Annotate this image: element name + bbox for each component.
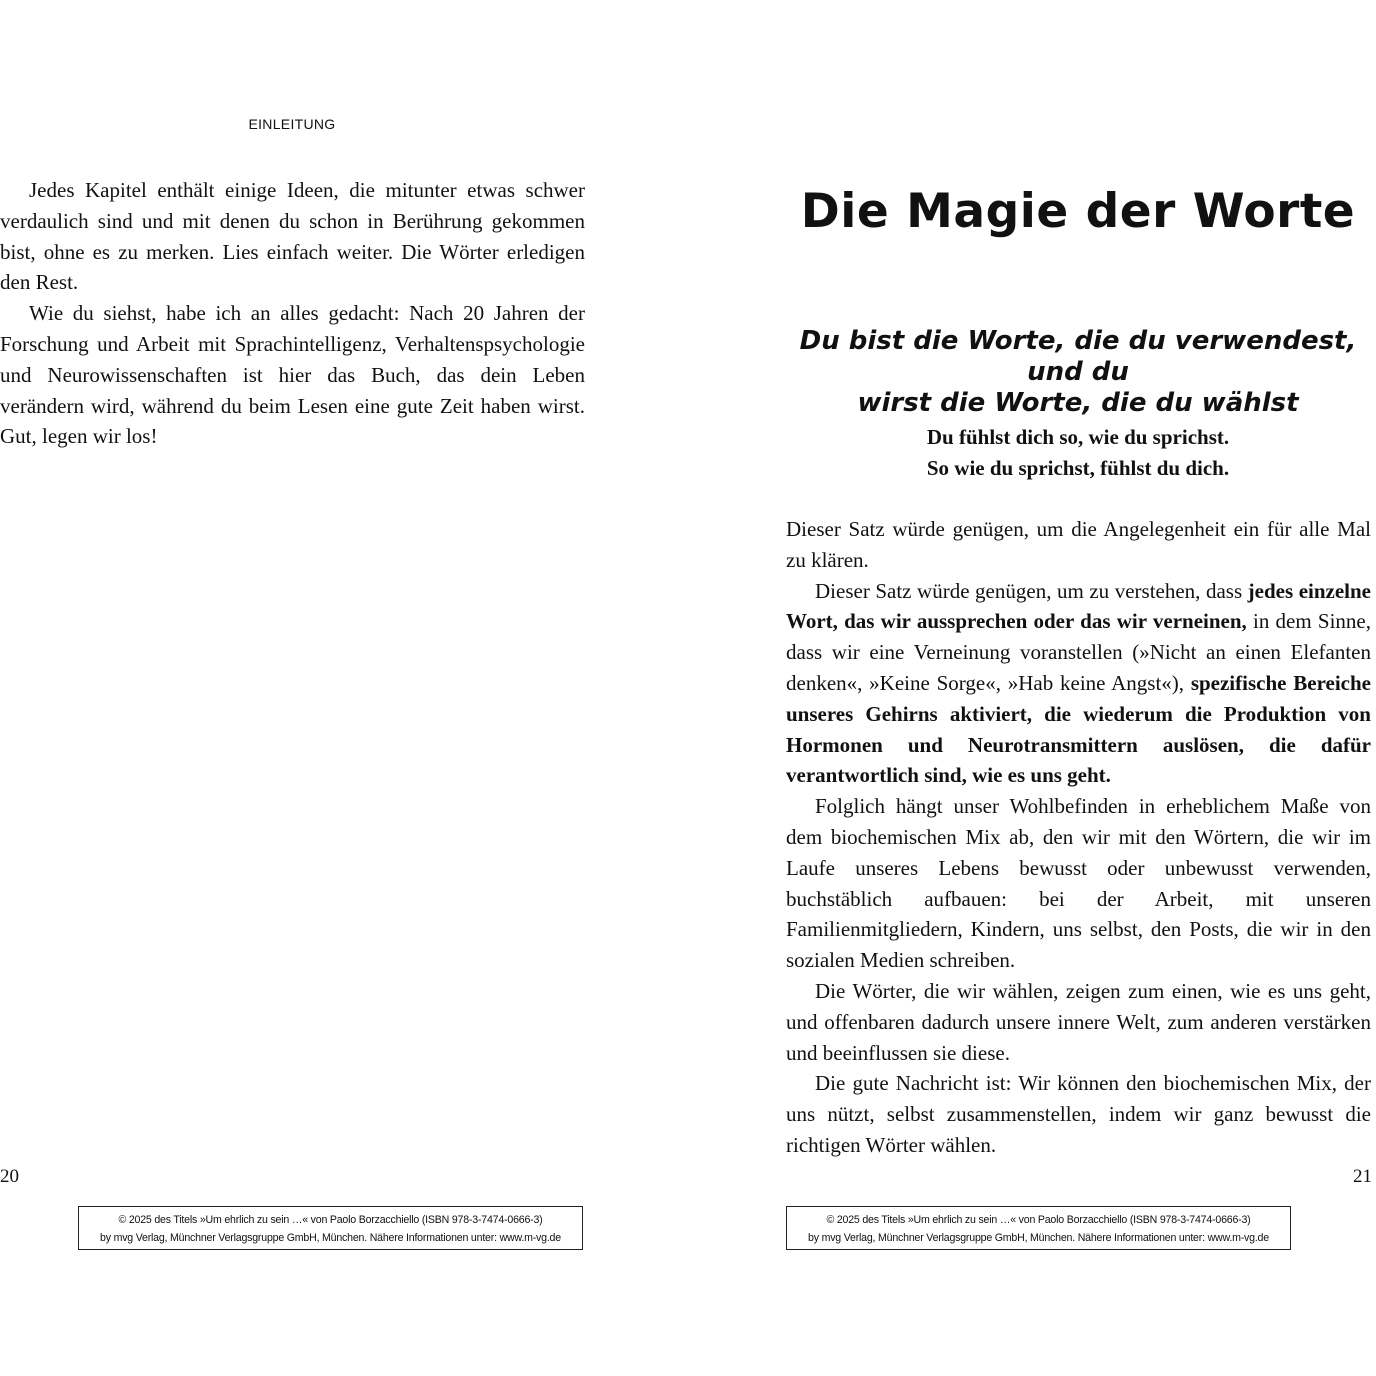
copyright-notice: [786, 1206, 1291, 1250]
paragraph: Folglich hängt unser Wohlbefinden in erheblichem Maße von dem biochemischen Mix ab, den wir mit den Wörtern, die wir im Laufe unseres Lebens bewusst oder unbewusst verwenden, buchstäblich aufbauen: bei der Arbeit, mit unseren Familienmitgliedern, Kindern, uns selbst, den Posts, die wir in den sozialen Medien schreiben.: [786, 794, 1371, 973]
paragraph: Wie du siehst, habe ich an alles gedacht: Nach 20 Jahren der Forschung und Arbeit mit Sprachintelligenz, Verhaltenspsychologie und Neurowissenschaften ist hier das Buch, das dein Leben verändern wird, während du beim Lesen eine gute Zeit haben wirst. Gut, legen wir los!: [0, 301, 585, 449]
paragraph-text: in dem Sinne, dass wir eine Verneinung voranstellen (»Nicht an einen Elefanten denken«, »Keine Sorge«, »Hab keine Angst«),: [786, 609, 1371, 695]
copyright-line: © 2025 des Titels »Um ehrlich zu sein …« von Paolo Borzacchiello (ISBN 978-3-7474-0666-3): [118, 1214, 543, 1226]
chapter-title: Die Magie der Worte: [800, 184, 1356, 239]
left-body-text: [0, 175, 585, 452]
left-page: [0, 0, 590, 1376]
paragraph: [786, 576, 1371, 792]
page-number: 20: [0, 1166, 19, 1187]
copyright-line: by mvg Verlag, Münchner Verlagsgruppe GmbH, München. Nähere Informationen unter: www.m-vg.de: [100, 1232, 561, 1244]
paragraph: Dieser Satz würde genügen, um die Angelegenheit ein für alle Mal zu klären.: [786, 517, 1371, 572]
bold-text: spezifische Bereiche unseres Gehirns aktiviert, die wiederum die Produktion von Hormonen und Neurotransmittern auslösen, die dafür verantwortlich sind, wie es uns geht.: [786, 670, 1371, 788]
chapter-subtitle: [786, 326, 1370, 419]
paragraph: Die Wörter, die wir wählen, zeigen zum einen, wie es uns geht, und offenbaren dadurch unsere innere Welt, zum anderen verstärken und beeinflussen sie diese.: [786, 978, 1371, 1065]
bold-text: jedes einzelne Wort, das wir aussprechen oder das wir verneinen,: [786, 578, 1372, 634]
copyright-notice: [78, 1206, 583, 1250]
motto-line: So wie du sprichst, fühlst du dich.: [926, 456, 1230, 480]
page-number: 21: [1353, 1166, 1372, 1187]
motto: [786, 422, 1370, 484]
subtitle-line: wirst die Worte, die du wählst: [857, 388, 1299, 418]
right-body-text: [786, 514, 1371, 1161]
copyright-line: by mvg Verlag, Münchner Verlagsgruppe GmbH, München. Nähere Informationen unter: www.m-vg.de: [808, 1232, 1269, 1244]
motto-line: Du fühlst dich so, wie du sprichst.: [926, 425, 1230, 449]
subtitle-line: Du bist die Worte, die du verwendest, und du: [799, 326, 1357, 387]
paragraph: Die gute Nachricht ist: Wir können den biochemischen Mix, der uns nützt, selbst zusammenstellen, indem wir ganz bewusst die richtigen Wörter wählen.: [786, 1071, 1371, 1157]
paragraph: Jedes Kapitel enthält einige Ideen, die mitunter etwas schwer verdaulich sind und mit denen du schon in Berührung gekommen bist, ohne es zu merken. Lies einfach weiter. Die Wörter erledigen den Rest.: [0, 178, 585, 295]
right-page: [786, 0, 1372, 1376]
running-head: EINLEITUNG: [248, 116, 336, 132]
paragraph-text: Dieser Satz würde genügen, um zu verstehen, dass: [815, 578, 1248, 603]
copyright-line: © 2025 des Titels »Um ehrlich zu sein …« von Paolo Borzacchiello (ISBN 978-3-7474-0666-3): [826, 1214, 1251, 1226]
